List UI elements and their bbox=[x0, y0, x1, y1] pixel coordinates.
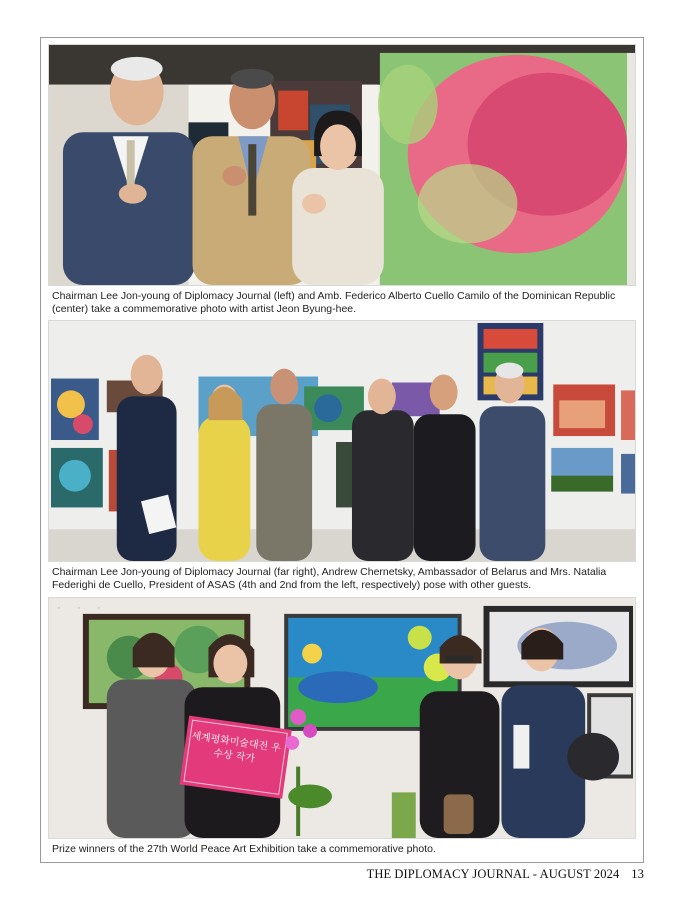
photo-chairman-ambassador-artist bbox=[48, 44, 636, 286]
photo-2-illustration bbox=[49, 321, 635, 561]
page-footer bbox=[367, 867, 644, 882]
photo-ambassador-group bbox=[48, 320, 636, 562]
photo-1-illustration bbox=[49, 45, 635, 285]
publication-name: THE DIPLOMACY JOURNAL - AUGUST 2024 bbox=[366, 867, 620, 881]
photo-2-caption: Chairman Lee Jon-young of Diplomacy Journal (far right), Andrew Chernetsky, Ambassador of Belarus and Mrs. Natalia Federighi de Cuello, President of ASAS (4th and 2nd from the left, respectively) pose with other guests. bbox=[52, 566, 607, 591]
photo-prize-winners bbox=[48, 597, 636, 839]
photo-1-caption: Chairman Lee Jon-young of Diplomacy Journal (left) and Amb. Federico Alberto Cuello Camilo of the Dominican Republic (center) take a commemorative photo with artist Jeon Byung-hee. bbox=[52, 290, 616, 315]
photo-3-caption: Prize winners of the 27th World Peace Art Exhibition take a commemorative photo. bbox=[52, 843, 436, 855]
photo-3-illustration bbox=[49, 598, 635, 838]
page-number: 13 bbox=[631, 867, 644, 881]
prize-sign-text: 세계평화미술대전 우수상 작가 bbox=[190, 730, 282, 765]
